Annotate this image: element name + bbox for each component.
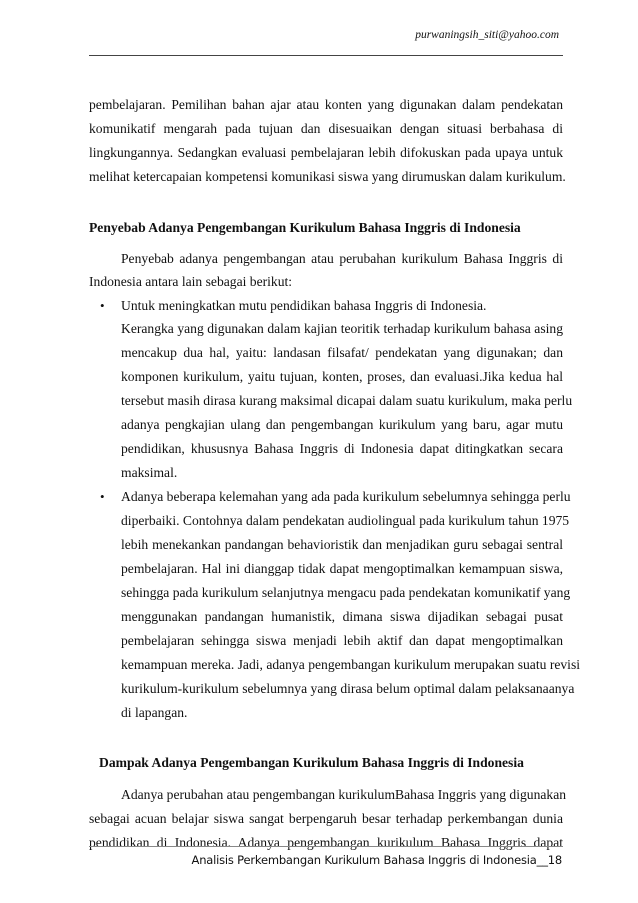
bullet-line: pendidikan, khususnya Bahasa Inggris di Indonesia dapat ditingkatkan secara [121, 441, 563, 456]
body-line: pembelajaran. Pemilihan bahan ajar atau konten yang digunakan dalam pendekatan [89, 97, 563, 112]
header-email: purwaningsih_siti@yahoo.com [415, 29, 559, 41]
bullet-line: komponen kurikulum, yaitu tujuan, konten, proses, dan evaluasi.Jika kedua hal [121, 369, 563, 384]
section-heading: Dampak Adanya Pengembangan Kurikulum Bahasa Inggris di Indonesia [99, 755, 524, 770]
body-line: komunikatif mengarah pada tujuan dan disesuaikan dengan situasi berbahasa di [89, 121, 563, 136]
bullet-line: Adanya beberapa kelemahan yang ada pada kurikulum sebelumnya sehingga perlu [121, 489, 571, 504]
bullet-line: kemampuan mereka. Jadi, adanya pengembangan kurikulum merupakan suatu revisi [121, 657, 581, 672]
body-line: pendidikan di Indonesia. Adanya pengembangan kurikulum Bahasa Inggris dapat [89, 835, 563, 850]
bullet-line: sehingga pada kurikulum selanjutnya mengacu pada pendekatan komunikatif yang [121, 585, 571, 600]
bullet-line: Untuk meningkatkan mutu pendidikan bahasa Inggris di Indonesia. [121, 298, 487, 313]
bullet-line: pembelajaran. Hal ini dianggap tidak dapat mengoptimalkan kemampuan siswa, [121, 561, 563, 576]
bullet-line: di lapangan. [121, 705, 188, 720]
body-line: lingkungannya. Sedangkan evaluasi pembelajaran lebih difokuskan pada upaya untuk [89, 145, 563, 160]
bullet-line: adanya pengkajian ulang dan pengembangan kurikulum yang baru, agar mutu [121, 417, 563, 432]
body-line: Adanya perubahan atau pengembangan kurikulumBahasa Inggris yang digunakan [121, 787, 567, 802]
bullet-line: menggunakan pandangan humanistik, dimana siswa dijadikan sebagai pusat [121, 609, 563, 624]
body-line: melihat ketercapaian kompetensi komunikasi siswa yang dirumuskan dalam kurikulum. [89, 169, 566, 184]
bullet-line: kurikulum-kurikulum sebelumnya yang dirasa belum optimal dalam pelaksanaanya [121, 681, 575, 696]
bullet-line: diperbaiki. Contohnya dalam pendekatan audiolingual pada kurikulum tahun 1975 [121, 513, 570, 528]
bullet-line: lebih menekankan pandangan behavioristik dan menjadikan guru sebagai sentral [121, 537, 563, 552]
body-line: sebagai acuan belajar siswa sangat berpengaruh besar terhadap perkembangan dunia [89, 811, 563, 826]
header-divider [89, 55, 563, 56]
footer-text: Analisis Perkembangan Kurikulum Bahasa Inggris di Indonesia__18 [191, 853, 562, 867]
body-line: Penyebab adanya pengembangan atau perubahan kurikulum Bahasa Inggris di [121, 251, 563, 266]
bullet-line: maksimal. [121, 465, 178, 480]
bullet-line: pembelajaran sehingga siswa menjadi lebih aktif dan dapat mengoptimalkan [121, 633, 563, 648]
bullet-icon: • [100, 489, 105, 504]
bullet-line: mencakup dua hal, yaitu: landasan filsafat/ pendekatan yang digunakan; dan [121, 345, 563, 360]
footer-divider [89, 846, 563, 847]
bullet-line: tersebut masih dirasa kurang maksimal dicapai dalam suatu kurikulum, maka perlu [121, 393, 573, 408]
bullet-icon: • [100, 298, 105, 313]
section-heading: Penyebab Adanya Pengembangan Kurikulum Bahasa Inggris di Indonesia [89, 220, 521, 235]
bullet-line: Kerangka yang digunakan dalam kajian teoritik terhadap kurikulum bahasa asing [121, 321, 563, 336]
body-line: Indonesia antara lain sebagai berikut: [89, 274, 293, 289]
